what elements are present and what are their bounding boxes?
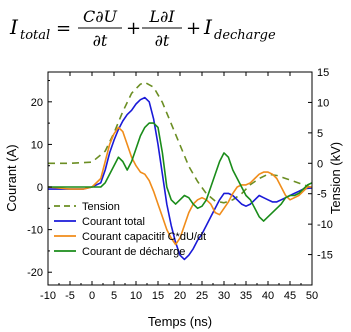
formula-lhs: I	[10, 15, 18, 39]
y2-axis-title: Tension (kV)	[328, 141, 343, 215]
x-tick-label: 15	[151, 290, 165, 302]
formula-lhs-subscript: total	[20, 28, 51, 43]
x-tick-label: 40	[261, 290, 275, 302]
x-tick-label: 25	[195, 290, 209, 302]
legend-label-0: Tension	[82, 201, 120, 213]
x-tick-label: -5	[65, 290, 75, 302]
formula-frac2-numerator: L∂I	[149, 7, 175, 26]
series-line-0	[48, 82, 312, 203]
formula-plus-1: +	[126, 18, 142, 39]
legend-label-2: Courant capacitif C*dU/dt	[82, 231, 207, 243]
y-tick-label: 10	[30, 139, 43, 152]
formula-frac2-denominator: ∂t	[154, 31, 170, 50]
y-tick-label: 0	[36, 182, 43, 195]
y2-tick-label: 0	[317, 158, 324, 171]
y2-tick-label: -10	[317, 219, 333, 232]
x-axis-title: Temps (ns)	[147, 314, 213, 329]
x-tick-label: 45	[283, 290, 297, 302]
legend-label-1: Courant total	[82, 216, 145, 228]
x-tick-label: 50	[305, 290, 319, 302]
formula-rhs-subscript: decharge	[214, 28, 276, 43]
x-tick-label: 5	[110, 290, 118, 302]
y-tick-label: -10	[27, 224, 43, 237]
y2-tick-label: 15	[317, 67, 330, 79]
y2-tick-label: 5	[317, 127, 324, 140]
legend-label-3: Courant de décharge	[82, 246, 186, 258]
x-tick-label: 30	[217, 290, 231, 302]
x-tick-label: -10	[40, 290, 56, 302]
y2-tick-label: -5	[317, 188, 327, 201]
y-tick-label: 20	[30, 96, 43, 109]
formula-frac1-denominator: ∂t	[92, 31, 108, 50]
x-tick-label: 20	[173, 290, 187, 302]
formula-rhs: I	[204, 15, 212, 39]
axes	[27, 67, 333, 302]
y2-tick-label: 10	[317, 97, 330, 110]
y-tick-label: -20	[27, 267, 43, 280]
x-tick-label: 35	[239, 290, 253, 302]
formula-plus-2: +	[186, 18, 202, 39]
formula-frac1-numerator: C∂U	[83, 7, 117, 26]
x-tick-label: 0	[88, 290, 96, 302]
x-tick-label: 10	[129, 290, 143, 302]
formula-equals: =	[56, 18, 72, 39]
y-axis-title: Courant (A)	[4, 144, 19, 212]
y2-tick-label: -15	[317, 249, 333, 262]
